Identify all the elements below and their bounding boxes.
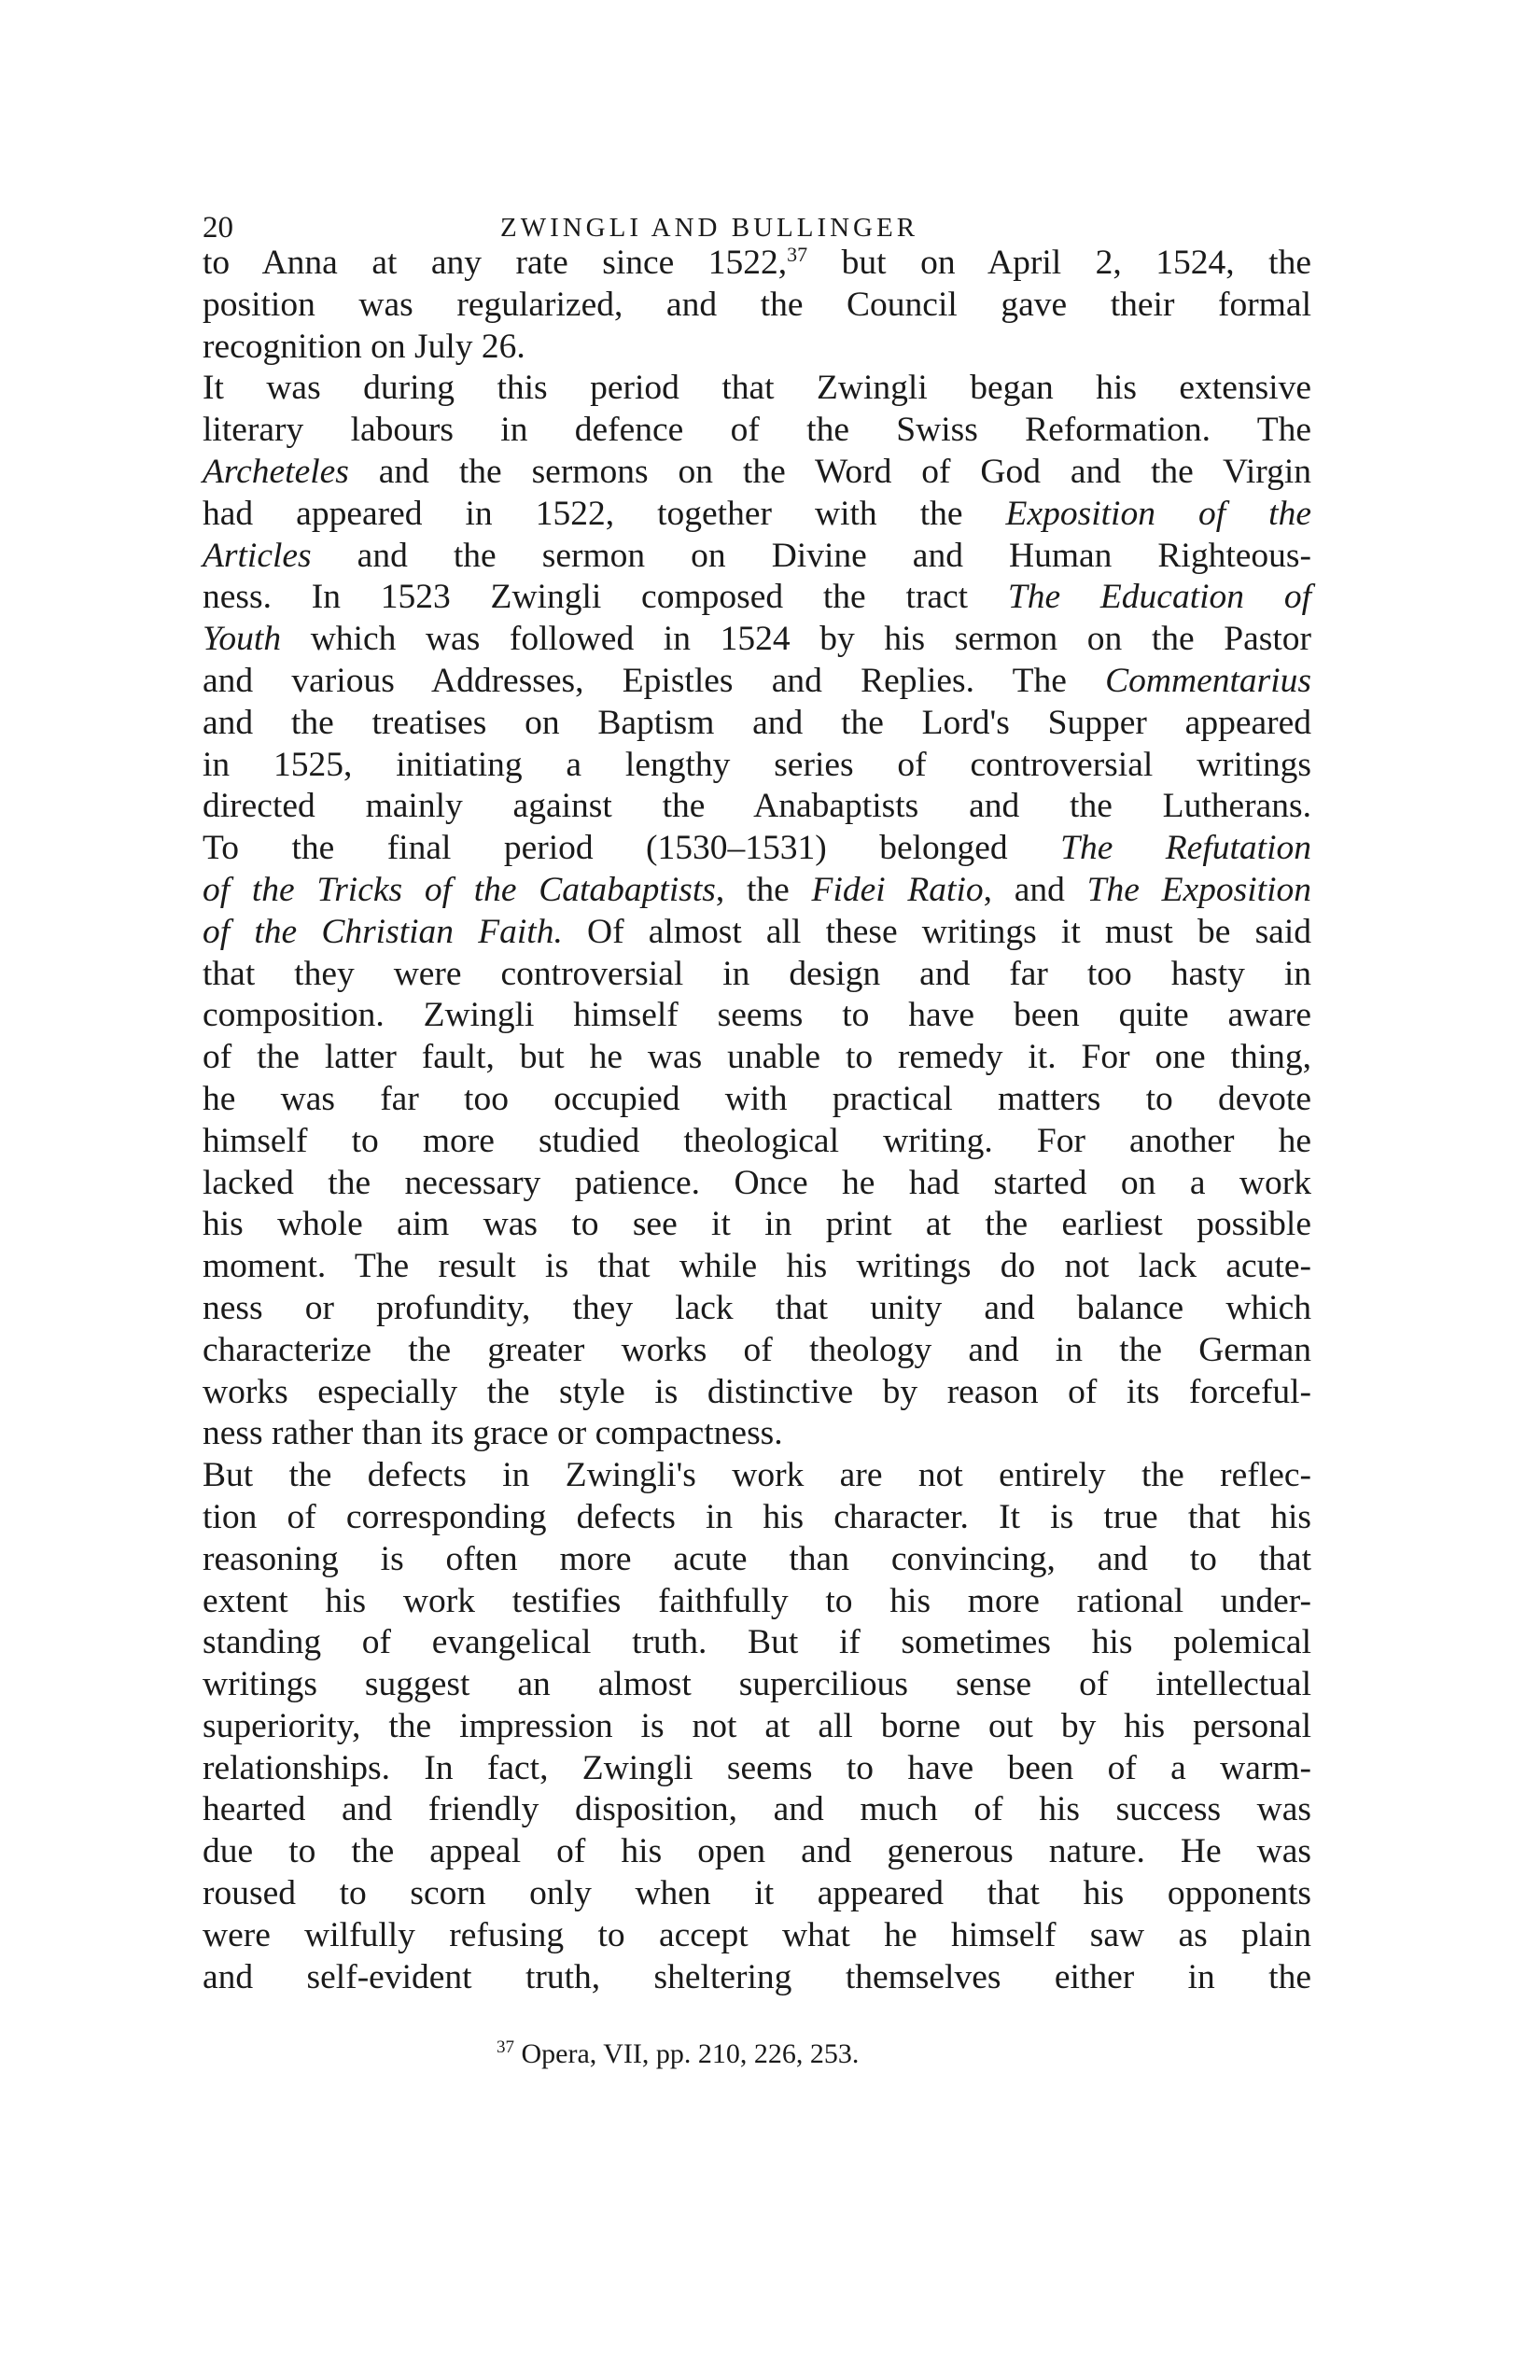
text-segment: Of almost all these writings it must be said <box>562 912 1311 951</box>
body-text <box>203 243 1311 1998</box>
text-line <box>203 1455 1311 1497</box>
text-line <box>203 1789 1311 1831</box>
italic-title: of the Tricks of the Catabaptists <box>203 870 716 909</box>
text-segment: roused to scorn only when it appeared that his opponents <box>203 1874 1311 1913</box>
text-segment: , and <box>983 870 1087 909</box>
text-line <box>203 1330 1311 1372</box>
text-segment: but on April 2, 1524, the <box>807 244 1311 282</box>
text-line <box>203 1246 1311 1288</box>
text-line <box>203 912 1311 954</box>
text-segment: To the final period (1530–1531) belonged <box>203 829 1061 868</box>
text-line <box>203 828 1311 870</box>
italic-title: Fidei Ratio <box>811 870 984 909</box>
text-line <box>203 1413 1311 1455</box>
text-segment: , the <box>715 870 812 909</box>
text-segment: lacked the necessary patience. Once he had started on a work <box>203 1163 1311 1202</box>
text-line <box>203 661 1311 703</box>
text-line <box>203 452 1311 494</box>
text-line <box>203 410 1311 452</box>
text-segment: position was regularized, and the Council gave their formal <box>203 285 1311 324</box>
text-line <box>203 1622 1311 1664</box>
text-segment: and self-evident truth, sheltering themselves either in the <box>203 1957 1311 1996</box>
text-segment: were wilfully refusing to accept what he himself saw as plain <box>203 1915 1311 1954</box>
text-line <box>203 1873 1311 1915</box>
text-segment: ness. In 1523 Zwingli composed the tract <box>203 578 1008 617</box>
italic-title: The Refutation <box>1060 829 1311 868</box>
text-line <box>203 1957 1311 1999</box>
text-segment: to Anna at any rate since 1522, <box>203 244 788 282</box>
text-line <box>203 786 1311 828</box>
text-segment: of the latter fault, but he was unable to remedy it. For one thing, <box>203 1038 1311 1077</box>
footnote <box>497 2038 859 2070</box>
text-segment: writings suggest an almost supercilious sense of intellectual <box>203 1665 1311 1704</box>
text-line <box>203 1748 1311 1790</box>
text-segment: works especially the style is distinctive by reason of its forceful- <box>203 1372 1311 1411</box>
text-segment: recognition on July 26. <box>203 327 525 366</box>
text-line <box>203 1163 1311 1205</box>
text-segment: and the sermon on Divine and Human Righteous- <box>311 536 1311 575</box>
text-line <box>203 1372 1311 1414</box>
text-segment: extent his work testifies faithfully to his more rational under- <box>203 1581 1311 1620</box>
italic-title: The Exposition <box>1086 870 1311 909</box>
text-line <box>203 1664 1311 1706</box>
text-segment: composition. Zwingli himself seems to have been quite aware <box>203 996 1311 1035</box>
text-segment: standing of evangelical truth. But if sometimes his polemical <box>203 1623 1311 1662</box>
text-line <box>203 327 1311 369</box>
text-segment: ness rather than its grace or compactness. <box>203 1414 783 1453</box>
text-segment: relationships. In fact, Zwingli seems to have been of a warm- <box>203 1748 1311 1787</box>
text-segment: ness or profundity, they lack that unity and balance which <box>203 1288 1311 1327</box>
text-segment: himself to more studied theological writing. For another he <box>203 1121 1311 1160</box>
text-line <box>203 536 1311 578</box>
text-segment: and the sermons on the Word of God and the Virgin <box>348 452 1311 491</box>
text-segment: he was far too occupied with practical matters to devote <box>203 1079 1311 1118</box>
text-segment: tion of corresponding defects in his character. It is true that his <box>203 1497 1311 1536</box>
text-line <box>203 1497 1311 1539</box>
page-number: 20 <box>203 211 233 245</box>
text-line <box>203 1204 1311 1246</box>
text-line <box>203 368 1311 410</box>
text-segment: It was during this period that Zwingli began his extensive <box>203 369 1311 408</box>
text-line <box>203 870 1311 912</box>
text-line <box>203 494 1311 536</box>
footnote-marker: 37 <box>497 2037 514 2057</box>
text-line <box>203 995 1311 1037</box>
running-title: ZWINGLI AND BULLINGER <box>500 213 919 243</box>
text-line <box>203 1037 1311 1079</box>
text-segment: literary labours in defence of the Swiss Reformation. The <box>203 411 1311 450</box>
text-line <box>203 1581 1311 1623</box>
text-segment: in 1525, initiating a lengthy series of controversial writings <box>203 745 1311 784</box>
text-line <box>203 1706 1311 1748</box>
text-segment: due to the appeal of his open and generous nature. He was <box>203 1832 1311 1871</box>
text-segment: that they were controversial in design and far too hasty in <box>203 954 1311 993</box>
text-segment: and the treatises on Baptism and the Lord's Supper appeared <box>203 703 1311 742</box>
text-segment: characterize the greater works of theology and in the German <box>203 1330 1311 1369</box>
italic-title: Youth <box>203 620 282 659</box>
text-segment: reasoning is often more acute than convincing, and to that <box>203 1539 1311 1578</box>
text-line <box>203 1288 1311 1330</box>
text-segment: which was followed in 1524 by his sermon on the Pastor <box>281 620 1311 659</box>
text-segment: superiority, the impression is not at all borne out by his personal <box>203 1706 1311 1745</box>
text-segment: had appeared in 1522, together with the <box>203 494 1006 533</box>
text-line <box>203 619 1311 661</box>
text-line <box>203 1915 1311 1957</box>
footnote-reference: 37 <box>787 243 808 266</box>
italic-title: of the Christian Faith. <box>203 912 563 951</box>
text-line <box>203 745 1311 787</box>
italic-title: The Education of <box>1007 578 1311 617</box>
text-segment: moment. The result is that while his writings do not lack acute- <box>203 1247 1311 1286</box>
text-line <box>203 285 1311 327</box>
italic-title: Commentarius <box>1105 661 1311 700</box>
text-line <box>203 703 1311 745</box>
text-line <box>203 243 1311 285</box>
text-segment: hearted and friendly disposition, and much of his success was <box>203 1790 1311 1829</box>
text-segment: directed mainly against the Anabaptists and the Lutherans. <box>203 787 1311 826</box>
text-segment: his whole aim was to see it in print at the earliest possible <box>203 1205 1311 1244</box>
text-line <box>203 1539 1311 1581</box>
text-line <box>203 577 1311 619</box>
italic-title: Archeteles <box>203 452 349 491</box>
text-line <box>203 1121 1311 1163</box>
italic-title: Exposition of the <box>1005 494 1311 533</box>
text-segment: and various Addresses, Epistles and Replies. The <box>203 661 1106 700</box>
text-segment: But the defects in Zwingli's work are not entirely the reflec- <box>203 1456 1311 1495</box>
text-line <box>203 1831 1311 1873</box>
footnote-text: Opera, VII, pp. 210, 226, 253. <box>514 2038 860 2069</box>
italic-title: Articles <box>203 536 312 575</box>
text-line <box>203 954 1311 996</box>
text-line <box>203 1079 1311 1121</box>
